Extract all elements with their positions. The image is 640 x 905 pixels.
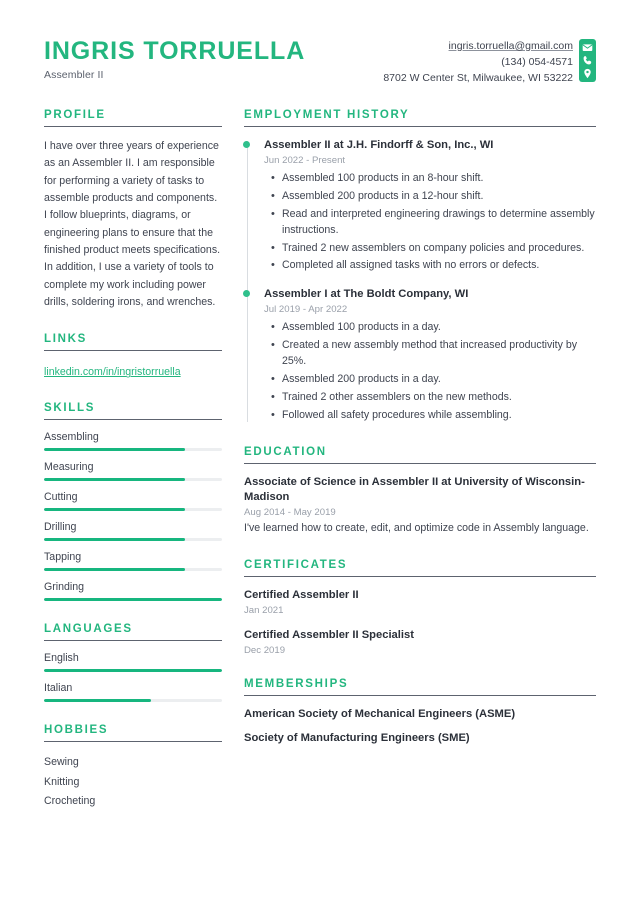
right-column: [244, 109, 596, 768]
language-item: [44, 682, 222, 702]
employment-date: Jun 2022 - Present: [264, 154, 346, 166]
timeline-dot-icon: [243, 141, 250, 148]
timeline-dot-icon: [243, 290, 250, 297]
employment-date: Jul 2019 - Apr 2022: [264, 304, 348, 316]
section-profile: [44, 109, 222, 312]
employment-timeline: [244, 138, 596, 424]
employment-entry: [264, 138, 596, 274]
skill-item: [44, 581, 222, 601]
skills-rule: [44, 419, 222, 420]
certificate-title: Certified Assembler II: [244, 588, 359, 601]
skill-item: [44, 461, 222, 481]
skill-bar-fill: [44, 448, 185, 451]
employment-bullets: [264, 171, 596, 274]
certificate-entry: [244, 628, 596, 656]
education-heading: EDUCATION: [244, 445, 327, 458]
section-employment: [244, 109, 596, 424]
location-pin-icon: [582, 68, 593, 79]
identity-block: [44, 36, 305, 81]
contact-email-row: [383, 39, 573, 55]
language-label: Italian: [44, 682, 73, 695]
section-skills: [44, 402, 222, 601]
languages-rule: [44, 640, 222, 641]
contact-phone: (134) 054-4571: [501, 55, 573, 68]
education-description: I've learned how to create, edit, and optimize code in Assembly language.: [244, 521, 589, 534]
employment-bullet: • Assembled 100 products in an 8-hour shift.: [282, 171, 596, 187]
employment-bullet: • Trained 2 new assemblers on company policies and procedures.: [282, 241, 596, 257]
profile-rule: [44, 126, 222, 127]
language-item: [44, 652, 222, 672]
hobby-item: Crocheting: [44, 794, 96, 807]
employment-heading: EMPLOYMENT HISTORY: [244, 108, 410, 121]
contact-icon-bar: [579, 39, 596, 82]
skill-bar-track: [44, 508, 222, 511]
skill-bar-track: [44, 448, 222, 451]
section-hobbies: [44, 724, 222, 811]
phone-icon: [582, 55, 593, 66]
employment-bullet: • Assembled 100 products in a day.: [282, 320, 596, 336]
memberships-heading: MEMBERSHIPS: [244, 678, 349, 691]
section-certificates: [244, 559, 596, 656]
certificate-title: Certified Assembler II Specialist: [244, 628, 414, 641]
skill-bar-fill: [44, 568, 185, 571]
education-title: Associate of Science in Assembler II at University of Wisconsin-Madison: [244, 475, 585, 503]
certificates-rule: [244, 576, 596, 577]
hobby-item: Knitting: [44, 775, 80, 788]
employment-title: Assembler I at The Boldt Company, WI: [264, 288, 469, 301]
contact-email[interactable]: ingris.torruella@gmail.com: [448, 40, 573, 52]
skill-label: Drilling: [44, 521, 77, 534]
membership-item: Society of Manufacturing Engineers (SME): [244, 732, 470, 745]
employment-bullet: • Followed all safety procedures while assembling.: [282, 408, 596, 424]
hobbies-heading: HOBBIES: [44, 724, 109, 737]
skill-item: [44, 521, 222, 541]
certificate-entry: [244, 588, 596, 616]
skill-bar-track: [44, 598, 222, 601]
profile-text: I have over three years of experience as an Assembler II. I am responsible for performing a variety of tasks to assemble products and components. I follow blueprints, diagrams, or engineering plans to ensure that the finished product meets specifications. In addition, I use a variety of tools to complete my work including power drills, soldering irons, and wrenches.: [44, 139, 221, 309]
employment-bullets: [264, 320, 596, 423]
employment-bullet: • Completed all assigned tasks with no errors or defects.: [282, 258, 596, 274]
resume-body: [0, 87, 640, 833]
links-rule: [44, 350, 222, 351]
language-bar-fill: [44, 669, 222, 672]
skill-bar-fill: [44, 538, 185, 541]
certificates-heading: CERTIFICATES: [244, 558, 348, 571]
contact-address: 8702 W Center St, Milwaukee, WI 53222: [383, 71, 573, 84]
candidate-name: INGRIS TORRUELLA: [44, 37, 306, 65]
education-rule: [244, 463, 596, 464]
employment-title: Assembler II at J.H. Findorff & Son, Inc., WI: [264, 138, 494, 151]
skill-bar-fill: [44, 508, 185, 511]
membership-item: American Society of Mechanical Engineers (ASME): [244, 708, 516, 721]
skill-bar-track: [44, 538, 222, 541]
skill-label: Measuring: [44, 461, 94, 474]
skill-item: [44, 491, 222, 511]
skill-label: Tapping: [44, 551, 82, 564]
skill-label: Assembling: [44, 431, 99, 444]
employment-rule: [244, 126, 596, 127]
skill-item: [44, 431, 222, 451]
profile-heading: PROFILE: [44, 108, 106, 121]
section-memberships: [244, 678, 596, 746]
employment-entry: [264, 287, 596, 423]
hobby-item: Sewing: [44, 756, 79, 769]
skill-bar-fill: [44, 478, 185, 481]
employment-bullet: • Read and interpreted engineering drawings to determine assembly instructions.: [282, 207, 596, 239]
language-bar-track: [44, 699, 222, 702]
language-bar-track: [44, 669, 222, 672]
languages-heading: LANGUAGES: [44, 623, 133, 636]
education-date: Aug 2014 - May 2019: [244, 506, 336, 518]
link-item-linkedin[interactable]: linkedin.com/in/ingristorruella: [44, 366, 181, 379]
skill-label: Grinding: [44, 581, 85, 594]
candidate-job-title: Assembler II: [44, 69, 104, 82]
skill-item: [44, 551, 222, 571]
section-links: [44, 333, 222, 380]
section-education: [244, 446, 596, 537]
skill-bar-track: [44, 478, 222, 481]
skills-heading: SKILLS: [44, 402, 96, 415]
employment-bullet: • Assembled 200 products in a day.: [282, 372, 596, 388]
section-languages: [44, 623, 222, 702]
employment-bullet: • Assembled 200 products in a 12-hour shift.: [282, 189, 596, 205]
skill-bar-fill: [44, 598, 222, 601]
memberships-rule: [244, 695, 596, 696]
skill-label: Cutting: [44, 491, 78, 504]
language-bar-fill: [44, 699, 151, 702]
education-entry: [244, 475, 596, 537]
hobbies-rule: [44, 741, 222, 742]
contact-lines: [383, 39, 573, 87]
left-column: [44, 109, 222, 833]
employment-bullet: • Created a new assembly method that increased productivity by 25%.: [282, 338, 596, 370]
contact-block: [383, 36, 596, 87]
links-heading: LINKS: [44, 333, 87, 346]
language-label: English: [44, 652, 79, 665]
certificate-date: Dec 2019: [244, 645, 286, 657]
skill-bar-track: [44, 568, 222, 571]
certificate-date: Jan 2021: [244, 604, 284, 616]
resume-header: [0, 0, 640, 87]
envelope-icon: [582, 42, 593, 53]
employment-bullet: • Trained 2 other assemblers on the new methods.: [282, 390, 596, 406]
